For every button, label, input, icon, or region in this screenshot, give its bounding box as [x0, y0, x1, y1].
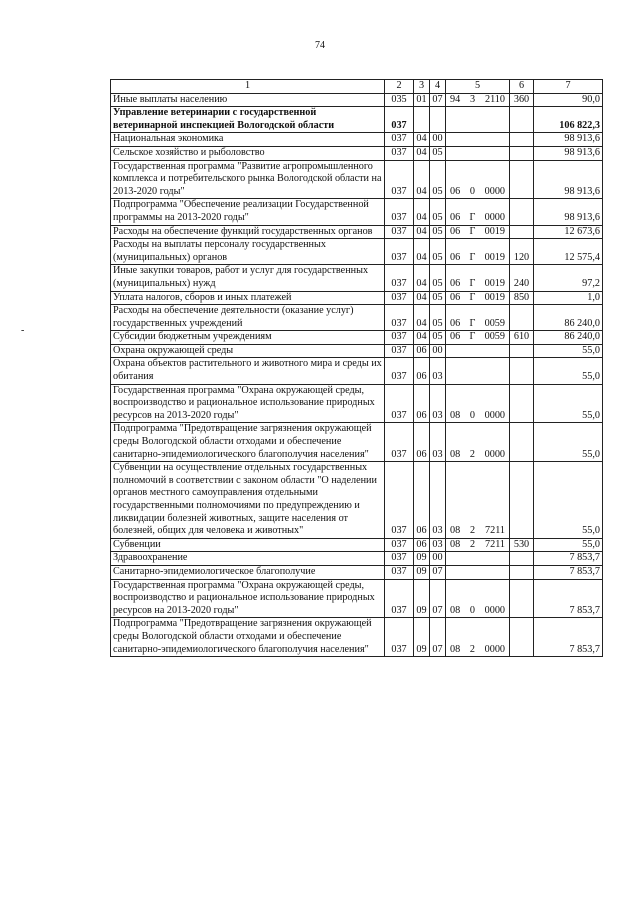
row-name: Охрана объектов растительного и животного мира и среды их обитания [111, 358, 385, 384]
row-code-subsection: 05 [430, 146, 446, 160]
row-target-code [446, 239, 510, 265]
target-code-part-3: 0019 [484, 277, 505, 289]
row-amount: 55,0 [534, 462, 603, 539]
table-body [111, 80, 603, 657]
row-name: Сельское хозяйство и рыболовство [111, 146, 385, 160]
target-code-parts [448, 226, 507, 239]
row-code-section: 04 [414, 305, 430, 331]
row-amount: 98 913,6 [534, 160, 603, 199]
row-target-code [446, 93, 510, 107]
row-code-section: 04 [414, 160, 430, 199]
target-code-parts [448, 331, 507, 344]
row-code-subsection: 05 [430, 291, 446, 305]
target-code-part-1: 06 [450, 211, 461, 223]
target-code-part-3: 0000 [484, 448, 505, 460]
target-code-part-2: Г [469, 317, 476, 329]
row-code-admin: 037 [385, 565, 414, 579]
table-row [111, 225, 603, 239]
row-amount: 98 913,6 [534, 146, 603, 160]
target-code-part-1: 06 [450, 291, 461, 303]
row-code-subsection: 05 [430, 225, 446, 239]
row-code-subsection: 03 [430, 538, 446, 552]
table-row [111, 565, 603, 579]
row-code-admin: 037 [385, 344, 414, 358]
row-code-admin: 037 [385, 225, 414, 239]
row-amount: 106 822,3 [534, 107, 603, 133]
header-cell-2: 2 [385, 80, 414, 94]
row-name: Иные закупки товаров, работ и услуг для государственных (муниципальных) нужд [111, 265, 385, 291]
row-code-section: 09 [414, 552, 430, 566]
row-target-code [446, 462, 510, 539]
row-expense-type [510, 305, 534, 331]
target-code-parts [448, 278, 507, 291]
header-cell-5: 5 [446, 80, 510, 94]
target-code-part-3: 0059 [484, 331, 505, 343]
row-name: Управление ветеринарии с государственной ветеринарной инспекцией Вологодской области [111, 107, 385, 133]
row-code-section: 04 [414, 265, 430, 291]
row-amount: 55,0 [534, 384, 603, 423]
row-code-subsection: 07 [430, 93, 446, 107]
table-row [111, 384, 603, 423]
row-code-section: 04 [414, 133, 430, 147]
row-name: Расходы на выплаты персоналу государственных (муниципальных) органов [111, 239, 385, 265]
table-row [111, 358, 603, 384]
target-code-part-1: 08 [450, 448, 461, 460]
target-code-part-2: 2 [469, 643, 475, 655]
row-code-admin: 037 [385, 618, 414, 657]
row-code-subsection: 00 [430, 344, 446, 358]
target-code-part-1: 08 [450, 643, 461, 655]
row-code-admin: 037 [385, 107, 414, 133]
row-code-section: 09 [414, 618, 430, 657]
target-code-part-1: 08 [450, 525, 461, 537]
row-target-code [446, 423, 510, 462]
table-row [111, 160, 603, 199]
row-target-code [446, 579, 510, 618]
header-row [111, 80, 603, 94]
table-row [111, 239, 603, 265]
row-code-subsection: 00 [430, 133, 446, 147]
row-amount: 12 575,4 [534, 239, 603, 265]
target-code-part-3: 7211 [485, 525, 505, 537]
target-code-part-3: 0019 [484, 251, 505, 263]
table-row [111, 552, 603, 566]
header-cell-1: 1 [111, 80, 385, 94]
row-code-subsection: 03 [430, 462, 446, 539]
row-target-code [446, 344, 510, 358]
target-code-part-3: 0000 [484, 409, 505, 421]
target-code-parts [448, 292, 507, 305]
row-name: Санитарно-эпидемиологическое благополучие [111, 565, 385, 579]
row-target-code [446, 160, 510, 199]
row-target-code [446, 225, 510, 239]
target-code-part-2: Г [469, 211, 476, 223]
row-code-subsection: 05 [430, 331, 446, 345]
row-expense-type: 360 [510, 93, 534, 107]
row-expense-type [510, 107, 534, 133]
row-amount: 7 853,7 [534, 579, 603, 618]
row-code-subsection: 07 [430, 565, 446, 579]
target-code-parts [448, 410, 507, 423]
row-code-subsection: 03 [430, 358, 446, 384]
row-code-admin: 037 [385, 384, 414, 423]
target-code-part-3: 7211 [485, 538, 505, 550]
row-name: Государственная программа "Развитие агропромышленного комплекса и потребительского рынка Вологодской области на 2013-2020 годы" [111, 160, 385, 199]
row-expense-type [510, 358, 534, 384]
row-code-admin: 037 [385, 239, 414, 265]
row-code-section: 01 [414, 93, 430, 107]
table-row [111, 291, 603, 305]
row-code-admin: 037 [385, 552, 414, 566]
header-cell-3: 3 [414, 80, 430, 94]
target-code-part-3: 2110 [485, 93, 505, 105]
row-name: Уплата налогов, сборов и иных платежей [111, 291, 385, 305]
row-amount: 7 853,7 [534, 565, 603, 579]
row-code-admin: 037 [385, 133, 414, 147]
row-target-code [446, 107, 510, 133]
row-code-admin: 035 [385, 93, 414, 107]
target-code-part-3: 0000 [484, 604, 505, 616]
row-expense-type [510, 133, 534, 147]
row-code-section: 06 [414, 358, 430, 384]
table-row [111, 199, 603, 225]
target-code-parts [448, 186, 507, 199]
table-row [111, 462, 603, 539]
row-code-admin: 037 [385, 331, 414, 345]
row-amount: 97,2 [534, 265, 603, 291]
row-code-admin: 037 [385, 358, 414, 384]
row-code-section: 06 [414, 462, 430, 539]
target-code-parts [448, 539, 507, 552]
target-code-part-1: 06 [450, 277, 461, 289]
header-cell-6: 6 [510, 80, 534, 94]
row-code-section: 04 [414, 291, 430, 305]
target-code-part-3: 0019 [484, 291, 505, 303]
row-code-subsection: 07 [430, 618, 446, 657]
table-row [111, 344, 603, 358]
row-amount: 7 853,7 [534, 618, 603, 657]
row-name: Расходы на обеспечение функций государственных органов [111, 225, 385, 239]
row-target-code [446, 538, 510, 552]
row-expense-type [510, 462, 534, 539]
row-name: Субвенции [111, 538, 385, 552]
row-expense-type [510, 146, 534, 160]
target-code-part-2: Г [469, 225, 476, 237]
target-code-part-2: 0 [469, 409, 475, 421]
row-target-code [446, 384, 510, 423]
target-code-part-2: 2 [470, 538, 476, 550]
table-row [111, 579, 603, 618]
table-row [111, 618, 603, 657]
page-number: 74 [315, 40, 325, 51]
row-code-section: 04 [414, 239, 430, 265]
target-code-part-2: 2 [470, 525, 476, 537]
row-code-subsection: 03 [430, 423, 446, 462]
table-row [111, 146, 603, 160]
budget-table [110, 79, 603, 657]
row-code-subsection: 05 [430, 199, 446, 225]
row-code-section: 06 [414, 384, 430, 423]
row-name: Подпрограмма "Обеспечение реализации Государственной программы на 2013-2020 годы" [111, 199, 385, 225]
row-code-admin: 037 [385, 160, 414, 199]
row-code-section: 06 [414, 344, 430, 358]
target-code-part-1: 08 [450, 409, 461, 421]
target-code-parts [448, 94, 507, 107]
row-name: Субвенции на осуществление отдельных государственных полномочий в соответствии с законом области "О наделении органов местного самоуправления отдельными государственными полномочиями по предупреждению и ликвидации болезней животных, защите населения от болезней, общих для человека и животных" [111, 462, 385, 539]
row-name: Подпрограмма "Предотвращение загрязнения окружающей среды Вологодской области отходами и обеспечение санитарно-эпидемиологического благополучия населения" [111, 618, 385, 657]
row-target-code [446, 565, 510, 579]
target-code-part-2: Г [469, 331, 476, 343]
row-code-subsection: 05 [430, 160, 446, 199]
row-code-admin: 037 [385, 265, 414, 291]
row-name: Государственная программа "Охрана окружающей среды, воспроизводство и рациональное использование природных ресурсов на 2013-2020 годы" [111, 579, 385, 618]
row-code-subsection: 07 [430, 579, 446, 618]
row-amount: 90,0 [534, 93, 603, 107]
row-target-code [446, 552, 510, 566]
row-code-admin: 037 [385, 462, 414, 539]
row-target-code [446, 618, 510, 657]
target-code-part-1: 08 [450, 538, 461, 550]
row-expense-type [510, 225, 534, 239]
header-cell-7: 7 [534, 80, 603, 94]
row-target-code [446, 199, 510, 225]
row-expense-type [510, 423, 534, 462]
target-code-part-1: 06 [450, 225, 461, 237]
margin-mark: - [21, 325, 25, 336]
target-code-parts [448, 212, 507, 225]
target-code-parts [448, 525, 507, 538]
row-code-admin: 037 [385, 538, 414, 552]
target-code-part-3: 0019 [484, 225, 505, 237]
target-code-part-3: 0000 [484, 643, 505, 655]
table-row [111, 93, 603, 107]
row-amount: 7 853,7 [534, 552, 603, 566]
row-amount: 1,0 [534, 291, 603, 305]
row-code-admin: 037 [385, 146, 414, 160]
target-code-part-3: 0000 [484, 211, 505, 223]
row-code-section: 06 [414, 423, 430, 462]
row-name: Субсидии бюджетным учреждениям [111, 331, 385, 345]
target-code-part-2: 2 [469, 448, 475, 460]
target-code-part-2: Г [469, 291, 476, 303]
row-code-section: 06 [414, 538, 430, 552]
row-expense-type [510, 579, 534, 618]
row-amount: 12 673,6 [534, 225, 603, 239]
row-expense-type: 120 [510, 239, 534, 265]
row-code-section: 04 [414, 225, 430, 239]
row-expense-type: 610 [510, 331, 534, 345]
row-code-admin: 037 [385, 579, 414, 618]
table-row [111, 538, 603, 552]
row-code-section: 04 [414, 146, 430, 160]
row-expense-type [510, 552, 534, 566]
target-code-parts [448, 318, 507, 331]
row-code-section: 04 [414, 331, 430, 345]
row-expense-type: 240 [510, 265, 534, 291]
row-code-admin: 037 [385, 305, 414, 331]
row-target-code [446, 331, 510, 345]
target-code-part-1: 06 [450, 185, 461, 197]
target-code-parts [448, 644, 507, 657]
row-code-subsection: 05 [430, 305, 446, 331]
target-code-parts [448, 605, 507, 618]
target-code-part-2: 3 [470, 93, 476, 105]
row-amount: 55,0 [534, 358, 603, 384]
row-code-subsection: 00 [430, 552, 446, 566]
target-code-part-1: 06 [450, 317, 461, 329]
row-code-section: 09 [414, 565, 430, 579]
row-expense-type [510, 384, 534, 423]
row-target-code [446, 305, 510, 331]
table-row [111, 305, 603, 331]
row-amount: 55,0 [534, 538, 603, 552]
target-code-part-2: Г [469, 251, 476, 263]
table-row [111, 107, 603, 133]
row-amount: 86 240,0 [534, 331, 603, 345]
row-amount: 98 913,6 [534, 133, 603, 147]
target-code-part-1: 06 [450, 251, 461, 263]
row-code-admin: 037 [385, 199, 414, 225]
target-code-parts [448, 449, 507, 462]
table-row [111, 423, 603, 462]
row-code-subsection: 05 [430, 239, 446, 265]
row-amount: 98 913,6 [534, 199, 603, 225]
table-row [111, 133, 603, 147]
row-expense-type [510, 565, 534, 579]
row-expense-type [510, 199, 534, 225]
row-amount: 55,0 [534, 344, 603, 358]
row-target-code [446, 291, 510, 305]
row-code-subsection: 05 [430, 265, 446, 291]
target-code-part-2: Г [469, 277, 476, 289]
target-code-part-3: 0059 [484, 317, 505, 329]
row-expense-type [510, 344, 534, 358]
row-name: Иные выплаты населению [111, 93, 385, 107]
row-code-section [414, 107, 430, 133]
row-amount: 55,0 [534, 423, 603, 462]
target-code-part-1: 06 [450, 331, 461, 343]
target-code-part-1: 94 [450, 93, 461, 105]
row-expense-type: 850 [510, 291, 534, 305]
row-name: Охрана окружающей среды [111, 344, 385, 358]
row-code-section: 09 [414, 579, 430, 618]
target-code-part-1: 08 [450, 604, 461, 616]
row-expense-type [510, 618, 534, 657]
table-row [111, 331, 603, 345]
header-cell-4: 4 [430, 80, 446, 94]
row-code-subsection: 03 [430, 384, 446, 423]
row-name: Подпрограмма "Предотвращение загрязнения окружающей среды Вологодской области отходами и обеспечение санитарно-эпидемиологического благополучия населения" [111, 423, 385, 462]
row-target-code [446, 146, 510, 160]
row-code-admin: 037 [385, 291, 414, 305]
row-amount: 86 240,0 [534, 305, 603, 331]
row-target-code [446, 133, 510, 147]
target-code-part-3: 0000 [484, 185, 505, 197]
row-code-section: 04 [414, 199, 430, 225]
table-row [111, 265, 603, 291]
row-code-subsection [430, 107, 446, 133]
row-target-code [446, 358, 510, 384]
row-name: Национальная экономика [111, 133, 385, 147]
row-name: Здравоохранение [111, 552, 385, 566]
row-expense-type [510, 160, 534, 199]
row-name: Расходы на обеспечение деятельности (оказание услуг) государственных учреждений [111, 305, 385, 331]
target-code-part-2: 0 [469, 604, 475, 616]
row-expense-type: 530 [510, 538, 534, 552]
row-target-code [446, 265, 510, 291]
target-code-part-2: 0 [469, 185, 475, 197]
row-code-admin: 037 [385, 423, 414, 462]
row-name: Государственная программа "Охрана окружающей среды, воспроизводство и рациональное использование природных ресурсов на 2013-2020 годы" [111, 384, 385, 423]
target-code-parts [448, 252, 507, 265]
